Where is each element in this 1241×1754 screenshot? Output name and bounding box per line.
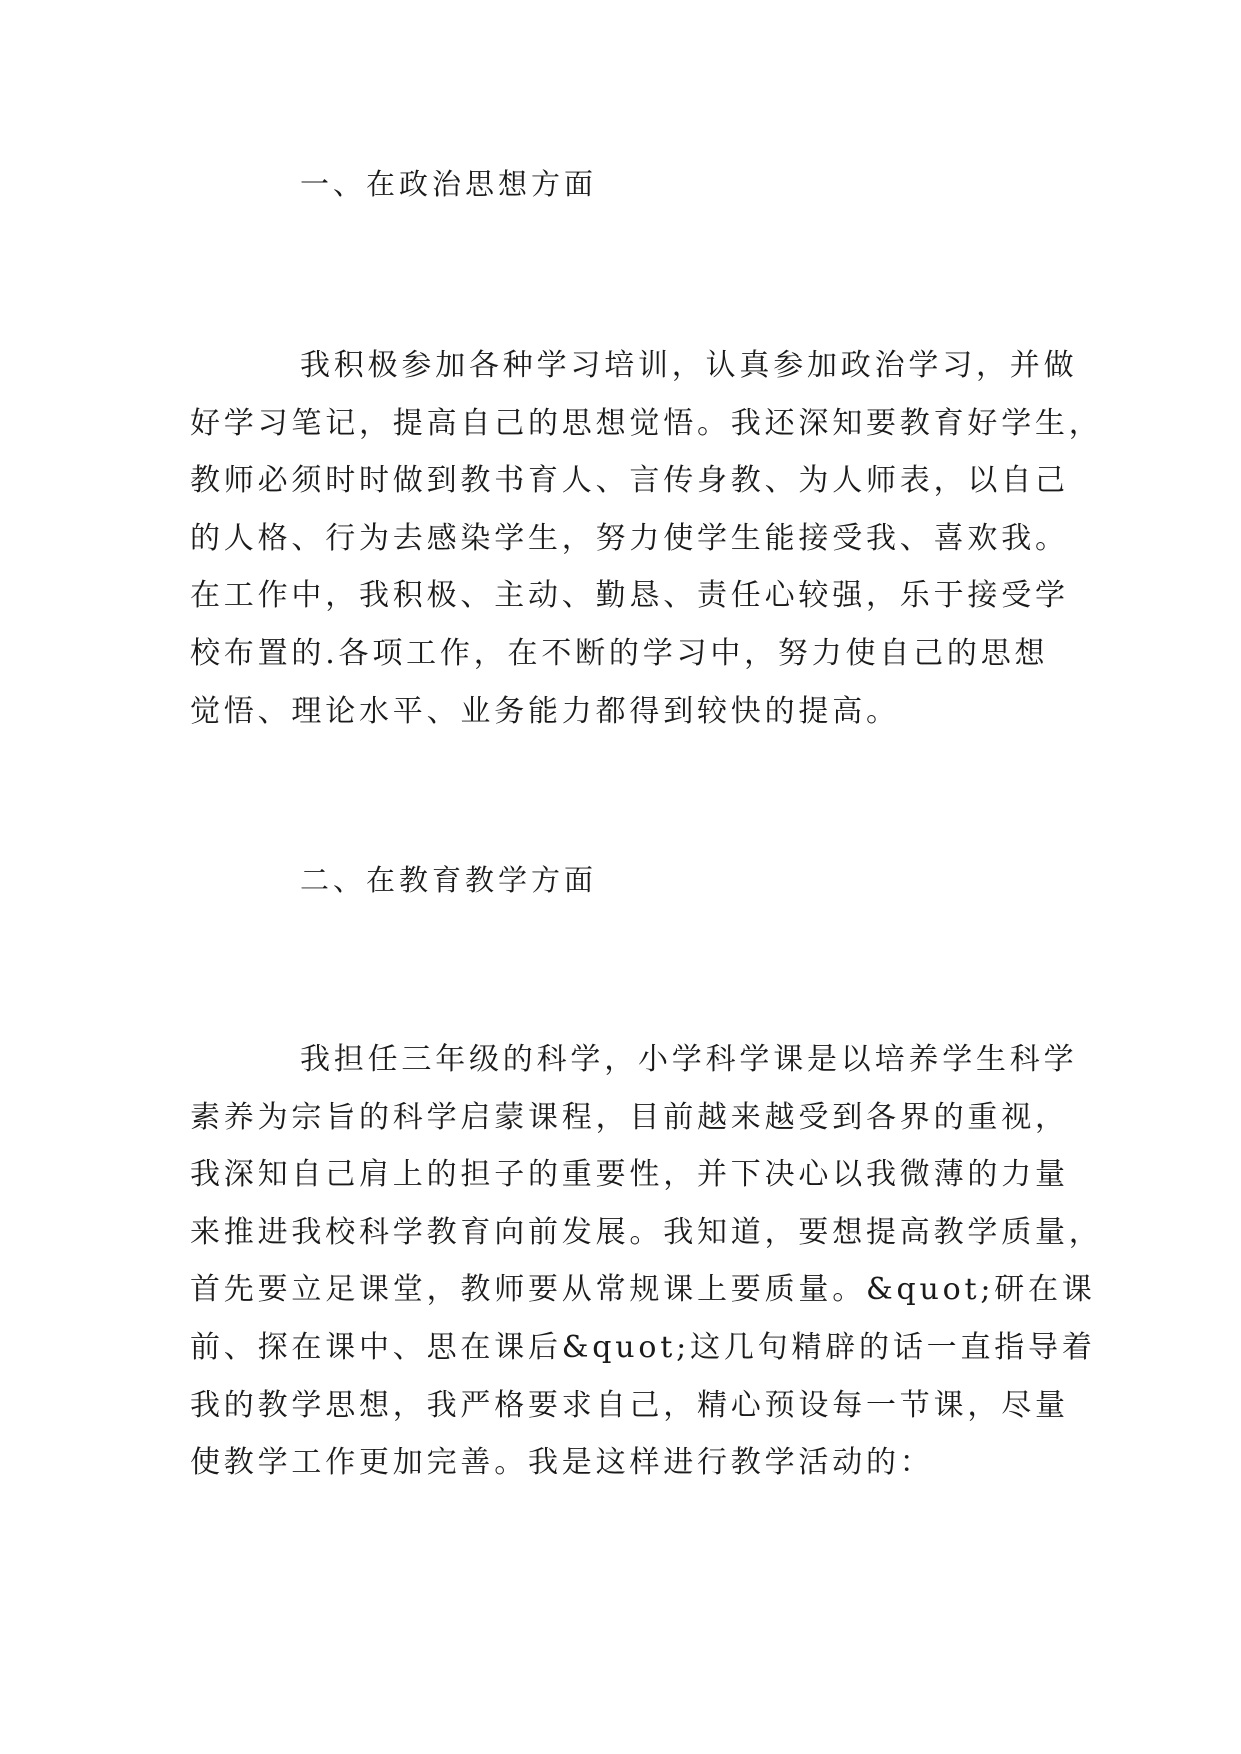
paragraph-line: 校布置的.各项工作，在不断的学习中，努力使自己的思想 <box>190 635 1049 671</box>
paragraph-line: 使教学工作更加完善。我是这样进行教学活动的： <box>190 1445 934 1481</box>
paragraph-line: 我深知自己肩上的担子的重要性，并下决心以我微薄的力量 <box>190 1157 1069 1193</box>
section-heading-teaching: 二、在教育教学方面 <box>300 863 598 897</box>
paragraph-line: 首先要立足课堂，教师要从常规课上要质量。&quot;研在课 <box>190 1272 1096 1308</box>
paragraph-line: 素养为宗旨的科学启蒙课程，目前越来越受到各界的重视， <box>190 1099 1069 1135</box>
paragraph-line: 来推进我校科学教育向前发展。我知道，要想提高教学质量， <box>190 1214 1103 1250</box>
paragraph-teaching <box>190 1031 1103 1492</box>
paragraph-line: 我的教学思想，我严格要求自己，精心预设每一节课，尽量 <box>190 1387 1069 1423</box>
paragraph-line: 觉悟、理论水平、业务能力都得到较快的提高。 <box>190 693 900 729</box>
paragraph-line: 在工作中，我积极、主动、勤恳、责任心较强，乐于接受学 <box>190 578 1069 614</box>
paragraph-line: 好学习笔记，提高自己的思想觉悟。我还深知要教育好学生， <box>190 405 1103 441</box>
paragraph-line: 前、探在课中、思在课后&quot;这几句精辟的话一直指导着 <box>190 1329 1096 1365</box>
paragraph-line: 我担任三年级的科学，小学科学课是以培养学生科学 <box>300 1042 1078 1077</box>
paragraph-political <box>190 337 1103 740</box>
paragraph-line: 的人格、行为去感染学生，努力使学生能接受我、喜欢我。 <box>190 520 1069 556</box>
paragraph-line: 我积极参加各种学习培训，认真参加政治学习，并做 <box>300 348 1078 383</box>
paragraph-line: 教师必须时时做到教书育人、言传身教、为人师表，以自己 <box>190 463 1069 499</box>
section-heading-political: 一、在政治思想方面 <box>300 167 598 201</box>
